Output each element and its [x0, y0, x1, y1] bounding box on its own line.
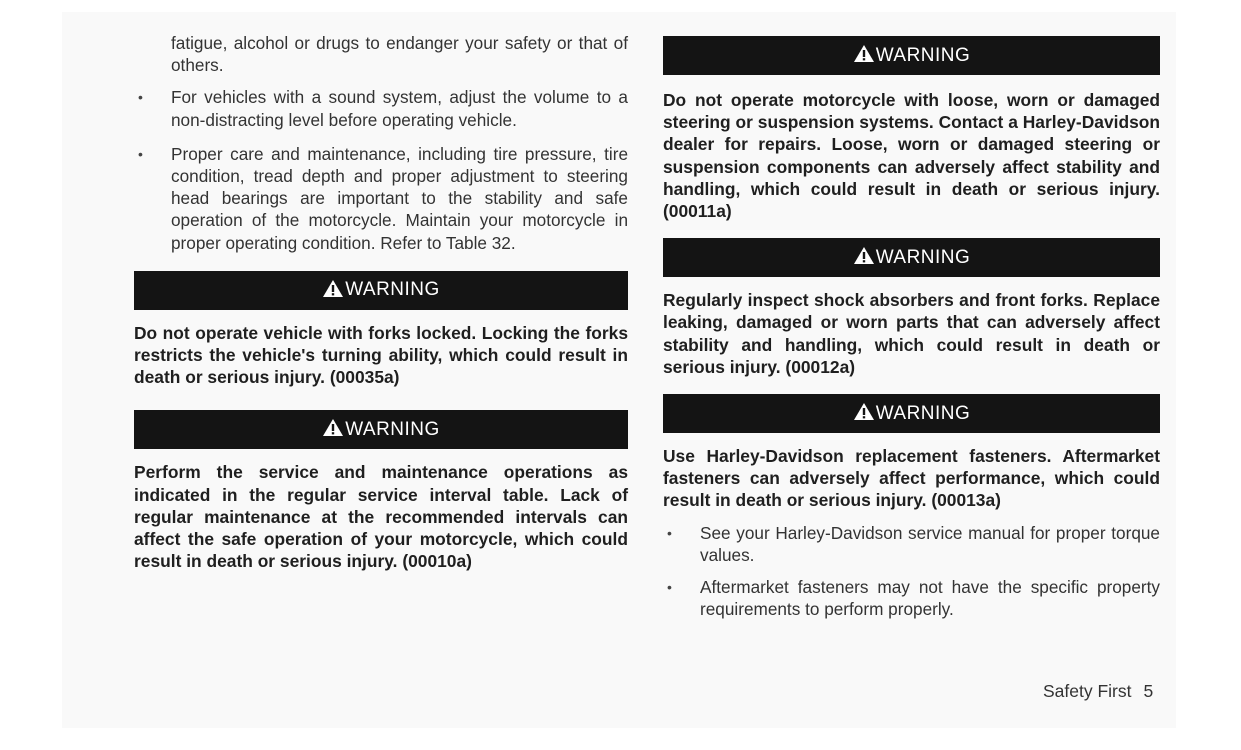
- warning-label: WARNING: [345, 418, 440, 440]
- warning-banner: [663, 36, 1160, 75]
- warning-text-steering-suspension: Do not operate motorcycle with loose, worn or damaged steering or suspension systems. Contact a Harley-Davidson dealer for repairs. Loose, worn or damaged steering or suspension components can adversely affect stability and handling, which could result in death or serious injury. (00011a): [663, 90, 1160, 222]
- continuation-text: fatigue, alcohol or drugs to endanger your safety or that of others.: [171, 33, 628, 76]
- warning-triangle-icon: [322, 418, 344, 443]
- bullet-icon: •: [667, 579, 672, 596]
- warning-text-forks-locked: Do not operate vehicle with forks locked. Locking the forks restricts the vehicle's turning ability, which could result in death or serious injury. (00035a): [134, 322, 628, 388]
- warning-triangle-icon: [853, 246, 875, 271]
- page-number: 5: [1143, 681, 1154, 701]
- warning-triangle-icon: [853, 402, 875, 427]
- bullet-text: For vehicles with a sound system, adjust the volume to a non-distracting level before operating vehicle.: [171, 87, 628, 130]
- bullet-text: See your Harley-Davidson service manual for proper torque values.: [700, 522, 1160, 565]
- bullet-text: Aftermarket fasteners may not have the specific property requirements to perform properly.: [700, 577, 1160, 620]
- bullet-aftermarket-fasteners: [663, 576, 1160, 620]
- bullet-text: Proper care and maintenance, including tire pressure, tire condition, tread depth and proper adjustment to steering head bearings are important to the stability and safe operation of the motorcycle. Maintain your motorcycle in proper operating condition. Refer to Table 32.: [171, 143, 628, 253]
- warning-text-shock-absorbers: Regularly inspect shock absorbers and front forks. Replace leaking, damaged or worn parts that can adversely affect stability and handling, which could result in death or serious injury. (00012a): [663, 290, 1160, 377]
- left-column: [134, 32, 628, 572]
- warning-text-fasteners: Use Harley-Davidson replacement fasteners. Aftermarket fasteners can adversely affect performance, which could result in death or serious injury. (00013a): [663, 446, 1160, 511]
- bullet-icon: •: [138, 145, 143, 162]
- bullet-sound-system: [134, 86, 628, 130]
- warning-text-service-maintenance: Perform the service and maintenance operations as indicated in the regular service interval table. Lack of regular maintenance at the recommended intervals can affect the safe operation of your motorcycle, which could result in death or serious injury. (00010a): [134, 462, 628, 572]
- warning-triangle-icon: [853, 44, 875, 69]
- warning-banner: [663, 394, 1160, 433]
- warning-triangle-icon: [322, 279, 344, 304]
- warning-label: WARNING: [875, 246, 971, 268]
- right-column: [663, 36, 1160, 620]
- warning-banner: [134, 410, 628, 449]
- page-footer: [1043, 681, 1153, 702]
- bullet-icon: •: [138, 89, 143, 106]
- bullet-service-manual: [663, 522, 1160, 566]
- warning-label: WARNING: [875, 44, 971, 66]
- bullet-icon: •: [667, 524, 672, 541]
- warning-label: WARNING: [345, 279, 440, 301]
- footer-section-title: Safety First: [1043, 681, 1132, 701]
- warning-banner: [663, 238, 1160, 277]
- bullet-proper-care: [134, 143, 628, 254]
- warning-banner: [134, 271, 628, 310]
- warning-label: WARNING: [875, 402, 971, 424]
